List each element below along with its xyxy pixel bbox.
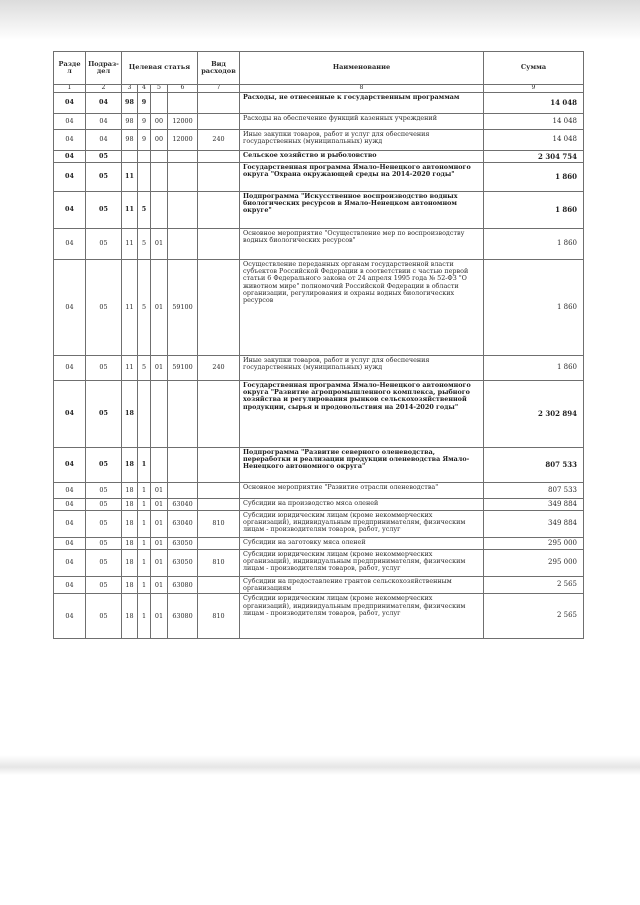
table-row bbox=[54, 163, 584, 192]
sum-cell: 807 533 bbox=[484, 448, 584, 483]
direction-code-cell: 63080 bbox=[168, 577, 198, 594]
table-row bbox=[54, 483, 584, 499]
table-row bbox=[54, 93, 584, 114]
table-row bbox=[54, 151, 584, 163]
program-code-cell: 11 bbox=[122, 192, 138, 229]
name-cell: Основное мероприятие "Осуществление мер по воспроизводству водных биологических ресурсов" bbox=[240, 229, 484, 260]
subprogram-code-cell: 9 bbox=[138, 93, 151, 114]
table-row bbox=[54, 130, 584, 151]
program-code-cell: 11 bbox=[122, 356, 138, 381]
subprogram-code-cell: 1 bbox=[138, 538, 151, 550]
direction-code-cell: 63050 bbox=[168, 538, 198, 550]
expense-type-cell bbox=[198, 229, 240, 260]
razdel-cell: 04 bbox=[54, 499, 86, 511]
sum-cell: 2 565 bbox=[484, 594, 584, 639]
podrazdel-cell: 04 bbox=[86, 114, 122, 130]
expense-type-cell bbox=[198, 260, 240, 356]
event-code-cell bbox=[151, 151, 168, 163]
name-cell: Субсидии юридическим лицам (кроме некоммерческих организаций), индивидуальным предпринимателям, физическим лицам - производителям товаров, работ, услуг bbox=[240, 511, 484, 538]
podrazdel-cell: 05 bbox=[86, 538, 122, 550]
program-code-cell: 18 bbox=[122, 381, 138, 448]
expense-type-cell bbox=[198, 381, 240, 448]
expense-type-cell bbox=[198, 192, 240, 229]
direction-code-cell: 59100 bbox=[168, 356, 198, 381]
podrazdel-cell: 05 bbox=[86, 163, 122, 192]
direction-code-cell: 63040 bbox=[168, 511, 198, 538]
subprogram-code-cell: 1 bbox=[138, 577, 151, 594]
table-row bbox=[54, 511, 584, 538]
direction-code-cell bbox=[168, 151, 198, 163]
expense-type-cell bbox=[198, 577, 240, 594]
subprogram-code-cell: 9 bbox=[138, 114, 151, 130]
program-code-cell: 18 bbox=[122, 483, 138, 499]
direction-code-cell bbox=[168, 163, 198, 192]
program-code-cell: 18 bbox=[122, 511, 138, 538]
sum-cell: 14 048 bbox=[484, 130, 584, 151]
expense-type-cell bbox=[198, 163, 240, 192]
podrazdel-cell: 05 bbox=[86, 381, 122, 448]
table-row bbox=[54, 381, 584, 448]
header-naimenovanie: Наименование bbox=[240, 52, 484, 85]
subprogram-code-cell: 1 bbox=[138, 550, 151, 577]
program-code-cell: 98 bbox=[122, 130, 138, 151]
podrazdel-cell: 05 bbox=[86, 577, 122, 594]
razdel-cell: 04 bbox=[54, 229, 86, 260]
expense-type-cell: 810 bbox=[198, 550, 240, 577]
expense-type-cell bbox=[198, 538, 240, 550]
event-code-cell: 01 bbox=[151, 550, 168, 577]
table-row bbox=[54, 356, 584, 381]
razdel-cell: 04 bbox=[54, 594, 86, 639]
name-cell: Расходы, не отнесенные к государственным программам bbox=[240, 93, 484, 114]
podrazdel-cell: 05 bbox=[86, 511, 122, 538]
subprogram-code-cell: 1 bbox=[138, 483, 151, 499]
column-number: 5 bbox=[151, 85, 168, 93]
razdel-cell: 04 bbox=[54, 538, 86, 550]
expense-type-cell: 810 bbox=[198, 511, 240, 538]
podrazdel-cell: 05 bbox=[86, 229, 122, 260]
program-code-cell: 11 bbox=[122, 260, 138, 356]
podrazdel-cell: 05 bbox=[86, 260, 122, 356]
direction-code-cell: 63040 bbox=[168, 499, 198, 511]
podrazdel-cell: 05 bbox=[86, 499, 122, 511]
podrazdel-cell: 05 bbox=[86, 151, 122, 163]
table-row bbox=[54, 448, 584, 483]
expense-type-cell: 240 bbox=[198, 356, 240, 381]
table-row bbox=[54, 260, 584, 356]
razdel-cell: 04 bbox=[54, 114, 86, 130]
direction-code-cell bbox=[168, 483, 198, 499]
sum-cell: 349 884 bbox=[484, 499, 584, 511]
podrazdel-cell: 04 bbox=[86, 93, 122, 114]
table-row bbox=[54, 229, 584, 260]
program-code-cell bbox=[122, 151, 138, 163]
name-cell: Осуществление переданных органам государственной власти субъектов Российской Федерации в соответствии с частью первой статьи 6 Федерального закона от 24 апреля 1995 года № 52-ФЗ "О животном мире" полномочий Российской Федерации в области организации, регулирования и охраны водных биологических ресурсов bbox=[240, 260, 484, 356]
sum-cell: 2 302 894 bbox=[484, 381, 584, 448]
table-row bbox=[54, 538, 584, 550]
name-cell: Субсидии юридическим лицам (кроме некоммерческих организаций), индивидуальным предпринимателям, физическим лицам - производителям товаров, работ, услуг bbox=[240, 550, 484, 577]
table-row bbox=[54, 192, 584, 229]
subprogram-code-cell bbox=[138, 163, 151, 192]
name-cell: Основное мероприятие "Развитие отрасли оленеводства" bbox=[240, 483, 484, 499]
program-code-cell: 18 bbox=[122, 577, 138, 594]
direction-code-cell: 63080 bbox=[168, 594, 198, 639]
sum-cell: 1 860 bbox=[484, 192, 584, 229]
direction-code-cell: 63050 bbox=[168, 550, 198, 577]
expense-type-cell: 240 bbox=[198, 130, 240, 151]
razdel-cell: 04 bbox=[54, 511, 86, 538]
sum-cell: 349 884 bbox=[484, 511, 584, 538]
sum-cell: 807 533 bbox=[484, 483, 584, 499]
direction-code-cell bbox=[168, 448, 198, 483]
header-summa: Сумма bbox=[484, 52, 584, 85]
table-row bbox=[54, 550, 584, 577]
podrazdel-cell: 05 bbox=[86, 550, 122, 577]
expense-type-cell bbox=[198, 483, 240, 499]
name-cell: Подпрограмма "Развитие северного оленеводства, переработки и реализации продукции оленеводства Ямало-Ненецкого автономного округа" bbox=[240, 448, 484, 483]
subprogram-code-cell: 1 bbox=[138, 448, 151, 483]
column-number: 6 bbox=[168, 85, 198, 93]
direction-code-cell bbox=[168, 192, 198, 229]
event-code-cell: 01 bbox=[151, 356, 168, 381]
event-code-cell: 00 bbox=[151, 130, 168, 151]
razdel-cell: 04 bbox=[54, 550, 86, 577]
razdel-cell: 04 bbox=[54, 356, 86, 381]
column-number-row bbox=[54, 85, 584, 93]
direction-code-cell: 59100 bbox=[168, 260, 198, 356]
subprogram-code-cell: 1 bbox=[138, 499, 151, 511]
razdel-cell: 04 bbox=[54, 448, 86, 483]
name-cell: Расходы на обеспечение функций казенных учреждений bbox=[240, 114, 484, 130]
subprogram-code-cell: 1 bbox=[138, 594, 151, 639]
column-number: 7 bbox=[198, 85, 240, 93]
razdel-cell: 04 bbox=[54, 192, 86, 229]
budget-table-body bbox=[54, 93, 584, 639]
event-code-cell bbox=[151, 192, 168, 229]
expense-type-cell bbox=[198, 151, 240, 163]
podrazdel-cell: 05 bbox=[86, 356, 122, 381]
event-code-cell bbox=[151, 163, 168, 192]
name-cell: Сельское хозяйство и рыболовство bbox=[240, 151, 484, 163]
event-code-cell bbox=[151, 448, 168, 483]
subprogram-code-cell: 5 bbox=[138, 192, 151, 229]
column-number: 9 bbox=[484, 85, 584, 93]
scan-shadow-bottom bbox=[0, 755, 640, 775]
table-row bbox=[54, 594, 584, 639]
program-code-cell: 18 bbox=[122, 448, 138, 483]
name-cell: Иные закупки товаров, работ и услуг для обеспечения государственных (муниципальных) нужд bbox=[240, 356, 484, 381]
name-cell: Субсидии на производство мяса оленей bbox=[240, 499, 484, 511]
razdel-cell: 04 bbox=[54, 577, 86, 594]
sum-cell: 1 860 bbox=[484, 163, 584, 192]
subprogram-code-cell bbox=[138, 151, 151, 163]
name-cell: Субсидии на заготовку мяса оленей bbox=[240, 538, 484, 550]
podrazdel-cell: 05 bbox=[86, 594, 122, 639]
column-number: 2 bbox=[86, 85, 122, 93]
header-vid-rashodov: Вид расходов bbox=[198, 52, 240, 85]
expense-type-cell: 810 bbox=[198, 594, 240, 639]
event-code-cell: 01 bbox=[151, 577, 168, 594]
subprogram-code-cell bbox=[138, 381, 151, 448]
event-code-cell: 01 bbox=[151, 499, 168, 511]
program-code-cell: 98 bbox=[122, 114, 138, 130]
event-code-cell: 01 bbox=[151, 511, 168, 538]
direction-code-cell bbox=[168, 93, 198, 114]
expense-type-cell bbox=[198, 448, 240, 483]
program-code-cell: 18 bbox=[122, 550, 138, 577]
table-row bbox=[54, 499, 584, 511]
header-row bbox=[54, 52, 584, 85]
column-number: 1 bbox=[54, 85, 86, 93]
sum-cell: 1 860 bbox=[484, 260, 584, 356]
table-row bbox=[54, 114, 584, 130]
direction-code-cell: 12000 bbox=[168, 114, 198, 130]
razdel-cell: 04 bbox=[54, 93, 86, 114]
razdel-cell: 04 bbox=[54, 151, 86, 163]
sum-cell: 295 000 bbox=[484, 538, 584, 550]
subprogram-code-cell: 5 bbox=[138, 229, 151, 260]
razdel-cell: 04 bbox=[54, 483, 86, 499]
event-code-cell: 00 bbox=[151, 114, 168, 130]
column-number: 3 bbox=[122, 85, 138, 93]
podrazdel-cell: 05 bbox=[86, 192, 122, 229]
header-podrazdel: Подраз- дел bbox=[86, 52, 122, 85]
expense-type-cell bbox=[198, 499, 240, 511]
header-celevaya-statya: Целевая статья bbox=[122, 52, 198, 85]
sum-cell: 14 048 bbox=[484, 114, 584, 130]
budget-table bbox=[53, 51, 584, 639]
event-code-cell: 01 bbox=[151, 229, 168, 260]
sum-cell: 1 860 bbox=[484, 356, 584, 381]
razdel-cell: 04 bbox=[54, 381, 86, 448]
scan-shadow-top bbox=[0, 0, 640, 40]
sum-cell: 2 565 bbox=[484, 577, 584, 594]
program-code-cell: 98 bbox=[122, 93, 138, 114]
sum-cell: 2 304 754 bbox=[484, 151, 584, 163]
event-code-cell bbox=[151, 93, 168, 114]
expense-type-cell bbox=[198, 114, 240, 130]
razdel-cell: 04 bbox=[54, 130, 86, 151]
event-code-cell: 01 bbox=[151, 260, 168, 356]
program-code-cell: 11 bbox=[122, 229, 138, 260]
name-cell: Субсидии юридическим лицам (кроме некоммерческих организаций), индивидуальным предпринимателям, физическим лицам - производителям товаров, работ, услуг bbox=[240, 594, 484, 639]
event-code-cell: 01 bbox=[151, 538, 168, 550]
subprogram-code-cell: 5 bbox=[138, 356, 151, 381]
sum-cell: 295 000 bbox=[484, 550, 584, 577]
subprogram-code-cell: 5 bbox=[138, 260, 151, 356]
name-cell: Субсидии на предоставление грантов сельскохозяйственным организациям bbox=[240, 577, 484, 594]
razdel-cell: 04 bbox=[54, 260, 86, 356]
direction-code-cell: 12000 bbox=[168, 130, 198, 151]
program-code-cell: 18 bbox=[122, 499, 138, 511]
event-code-cell: 01 bbox=[151, 483, 168, 499]
name-cell: Государственная программа Ямало-Ненецкого автономного округа "Развитие агропромышленного комплекса, рыбного хозяйства и регулирования рынков сельскохозяйственной продукции, сырья и продовольствия на 2014-2020 годы" bbox=[240, 381, 484, 448]
razdel-cell: 04 bbox=[54, 163, 86, 192]
column-number: 8 bbox=[240, 85, 484, 93]
sum-cell: 14 048 bbox=[484, 93, 584, 114]
podrazdel-cell: 04 bbox=[86, 130, 122, 151]
name-cell: Государственная программа Ямало-Ненецкого автономного округа "Охрана окружающей среды на 2014-2020 годы" bbox=[240, 163, 484, 192]
header-razdel: Разде л bbox=[54, 52, 86, 85]
direction-code-cell bbox=[168, 229, 198, 260]
name-cell: Иные закупки товаров, работ и услуг для обеспечения государственных (муниципальных) нужд bbox=[240, 130, 484, 151]
program-code-cell: 18 bbox=[122, 594, 138, 639]
event-code-cell: 01 bbox=[151, 594, 168, 639]
subprogram-code-cell: 1 bbox=[138, 511, 151, 538]
table-row bbox=[54, 577, 584, 594]
event-code-cell bbox=[151, 381, 168, 448]
program-code-cell: 11 bbox=[122, 163, 138, 192]
podrazdel-cell: 05 bbox=[86, 448, 122, 483]
direction-code-cell bbox=[168, 381, 198, 448]
name-cell: Подпрограмма "Искусственное воспроизводство водных биологических ресурсов в Ямало-Ненецком автономном округе" bbox=[240, 192, 484, 229]
expense-type-cell bbox=[198, 93, 240, 114]
program-code-cell: 18 bbox=[122, 538, 138, 550]
podrazdel-cell: 05 bbox=[86, 483, 122, 499]
column-number: 4 bbox=[138, 85, 151, 93]
sum-cell: 1 860 bbox=[484, 229, 584, 260]
subprogram-code-cell: 9 bbox=[138, 130, 151, 151]
